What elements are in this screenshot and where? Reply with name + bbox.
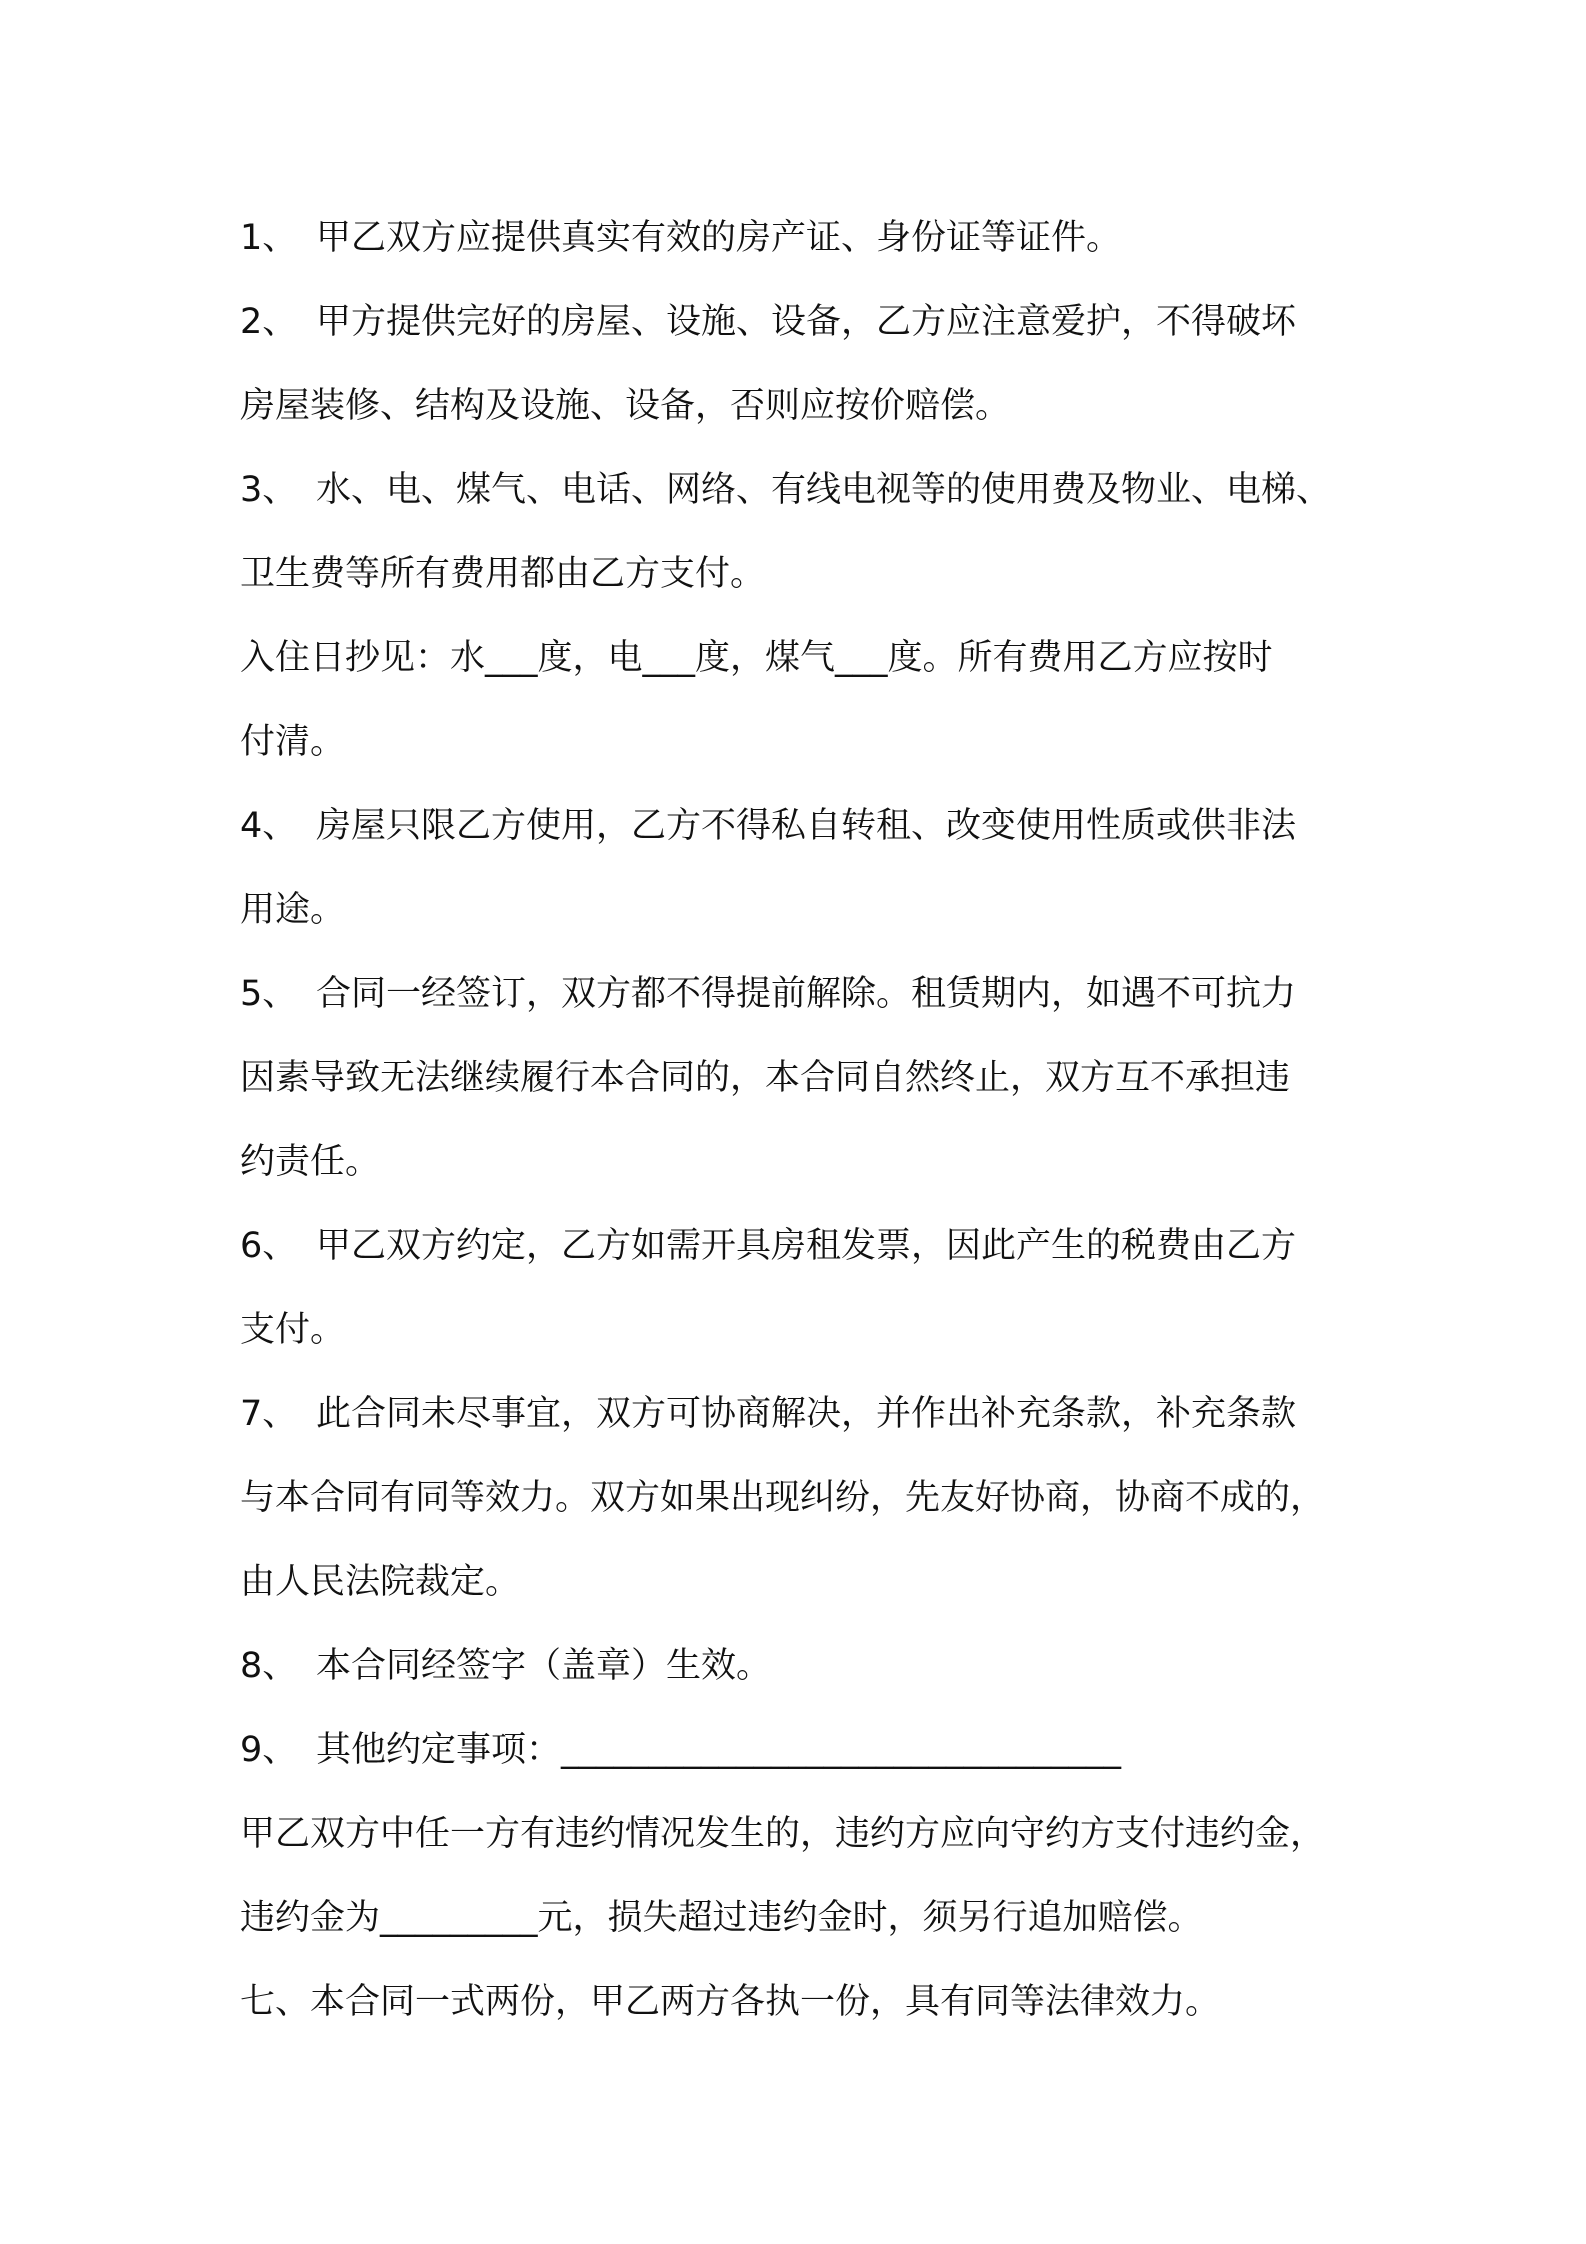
line-text: 甲乙双方中任一方有违约情况发生的，违约方应向守约方支付违约金， [240, 1814, 1326, 1854]
line-text: 其他约定事项：________________________________ [316, 1730, 1122, 1770]
text-line [240, 1624, 1380, 1708]
line-text: 卫生费等所有费用都由乙方支付。 [240, 554, 766, 594]
clause-number: 2、 [240, 302, 298, 342]
line-text: 用途。 [240, 890, 346, 930]
clause-number: 5、 [240, 974, 298, 1014]
line-text: 七、本合同一式两份，甲乙两方各执一份，具有同等法律效力。 [240, 1982, 1221, 2022]
line-text: 因素导致无法继续履行本合同的，本合同自然终止，双方互不承担违 [240, 1058, 1291, 1098]
text-line [240, 952, 1380, 1036]
line-text: 约责任。 [240, 1142, 381, 1182]
text-line [240, 784, 1380, 868]
text-line [240, 1036, 1380, 1120]
clause-number: 4、 [240, 806, 298, 846]
line-text: 合同一经签订，双方都不得提前解除。租赁期内，如遇不可抗力 [316, 974, 1297, 1014]
line-text: 本合同经签字（盖章）生效。 [316, 1646, 772, 1686]
text-line [240, 280, 1380, 364]
contract-text [240, 196, 1380, 2044]
text-line [240, 448, 1380, 532]
text-line [240, 1540, 1380, 1624]
clause-number: 7、 [240, 1394, 298, 1434]
text-line [240, 532, 1380, 616]
clause-number: 1、 [240, 218, 298, 258]
text-line [240, 868, 1380, 952]
text-line [240, 364, 1380, 448]
line-text: 甲乙双方约定，乙方如需开具房租发票，因此产生的税费由乙方 [316, 1226, 1297, 1266]
text-line [240, 700, 1380, 784]
text-line [240, 616, 1380, 700]
line-text: 房屋只限乙方使用，乙方不得私自转租、改变使用性质或供非法 [316, 806, 1297, 846]
text-line [240, 196, 1380, 280]
text-line [240, 1372, 1380, 1456]
line-text: 水、电、煤气、电话、网络、有线电视等的使用费及物业、电梯、 [316, 470, 1332, 510]
line-text: 入住日抄见：水___度，电___度，煤气___度。所有费用乙方应按时 [240, 638, 1273, 678]
line-text: 房屋装修、结构及设施、设备，否则应按价赔偿。 [240, 386, 1011, 426]
line-text: 甲乙双方应提供真实有效的房产证、身份证等证件。 [316, 218, 1122, 258]
text-line [240, 1288, 1380, 1372]
line-text: 由人民法院裁定。 [240, 1562, 521, 1602]
line-text: 付清。 [240, 722, 346, 762]
line-text: 与本合同有同等效力。双方如果出现纠纷，先友好协商，协商不成的， [240, 1478, 1326, 1518]
text-line [240, 1876, 1380, 1960]
text-line [240, 1120, 1380, 1204]
clause-number: 9、 [240, 1730, 298, 1770]
line-text: 违约金为_________元，损失超过违约金时，须另行追加赔偿。 [240, 1898, 1203, 1938]
text-line [240, 1792, 1380, 1876]
text-line [240, 1204, 1380, 1288]
line-text: 此合同未尽事宜，双方可协商解决，并作出补充条款，补充条款 [316, 1394, 1297, 1434]
text-line [240, 1456, 1380, 1540]
line-text: 甲方提供完好的房屋、设施、设备，乙方应注意爱护，不得破坏 [316, 302, 1297, 342]
clause-number: 8、 [240, 1646, 298, 1686]
line-text: 支付。 [240, 1310, 346, 1350]
text-line [240, 1708, 1380, 1792]
clause-number: 3、 [240, 470, 298, 510]
text-line [240, 1960, 1380, 2044]
clause-number: 6、 [240, 1226, 298, 1266]
